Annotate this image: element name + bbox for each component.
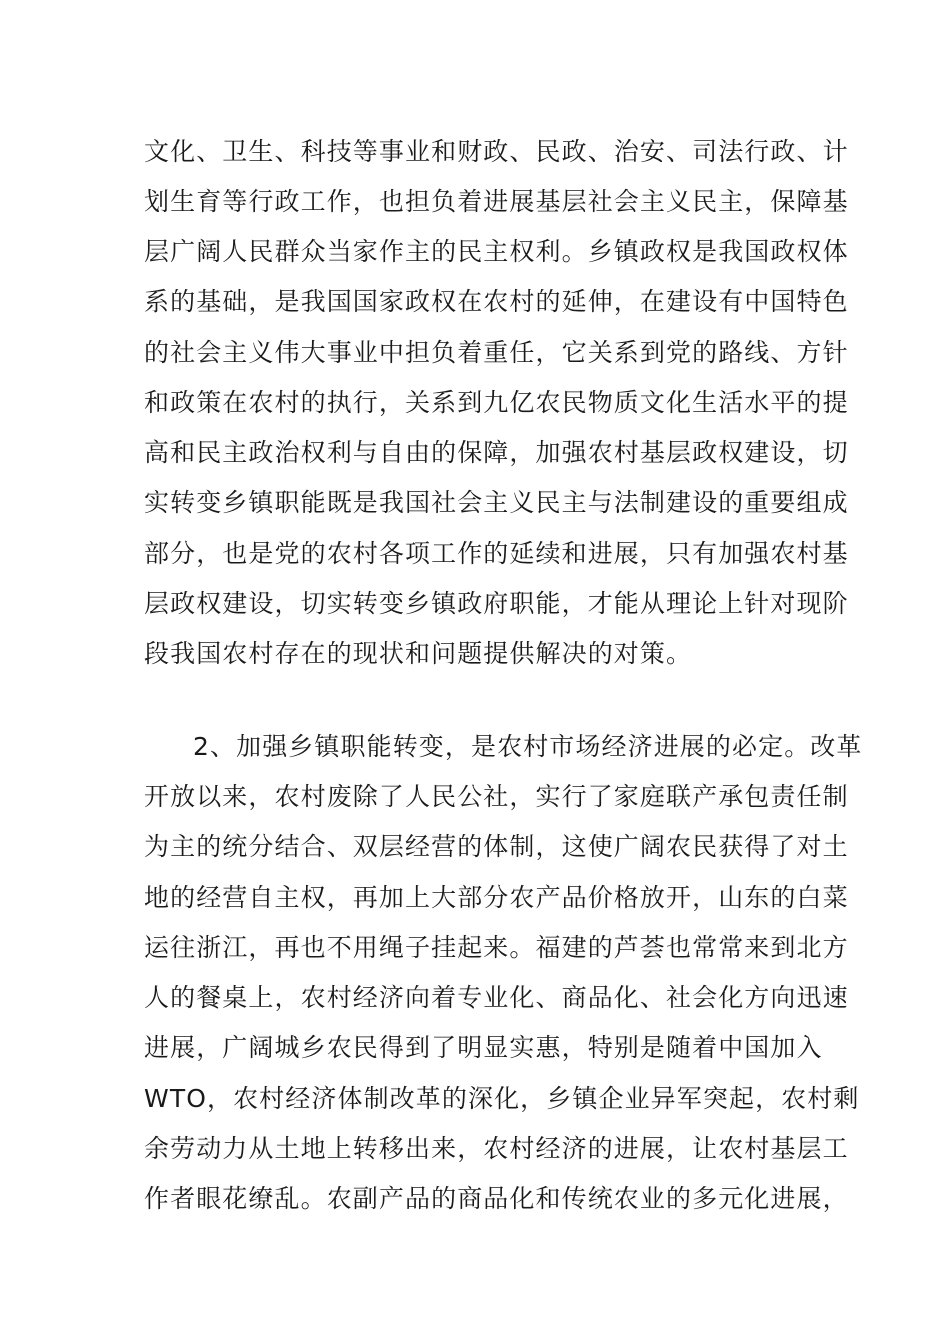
text-line: 文化、卫生、科技等事业和财政、民政、治安、司法行政、计 xyxy=(144,137,849,166)
text-line: 开放以来，农村废除了人民公社，实行了家庭联产承包责任制 xyxy=(144,782,849,811)
text-line: 人的餐桌上，农村经济向着专业化、商品化、社会化方向迅速 xyxy=(144,983,849,1012)
text-line: 划生育等行政工作，也担负着进展基层社会主义民主，保障基 xyxy=(144,187,849,216)
text-line: 余劳动力从土地上转移出来，农村经济的进展，让农村基层工 xyxy=(144,1134,849,1163)
text-line: 为主的统分结合、双层经营的体制，这使广阔农民获得了对土 xyxy=(144,832,849,861)
text-line: 进展，广阔城乡农民得到了明显实惠，特别是随着中国加入 xyxy=(144,1033,823,1062)
text-line: 层政权建设，切实转变乡镇政府职能，才能从理论上针对现阶 xyxy=(144,589,849,618)
text-line: 系的基础，是我国国家政权在农村的延伸，在建设有中国特色 xyxy=(144,287,849,316)
text-line: 2、加强乡镇职能转变，是农村市场经济进展的必定。改革 xyxy=(193,732,863,761)
text-line: 高和民主政治权利与自由的保障，加强农村基层政权建设，切 xyxy=(144,438,849,467)
text-line: 地的经营自主权，再加上大部分农产品价格放开，山东的白菜 xyxy=(144,883,849,912)
text-line: 段我国农村存在的现状和问题提供解决的对策。 xyxy=(144,639,693,668)
text-line: 运往浙江，再也不用绳子挂起来。福建的芦荟也常常来到北方 xyxy=(144,933,849,962)
text-line: 的社会主义伟大事业中担负着重任，它关系到党的路线、方针 xyxy=(144,338,849,367)
text-line: 作者眼花缭乱。农副产品的商品化和传统农业的多元化进展， xyxy=(144,1184,849,1213)
text-line: 和政策在农村的执行，关系到九亿农民物质文化生活水平的提 xyxy=(144,388,849,417)
text-line: 层广阔人民群众当家作主的民主权利。乡镇政权是我国政权体 xyxy=(144,237,849,266)
text-line: 实转变乡镇职能既是我国社会主义民主与法制建设的重要组成 xyxy=(144,488,849,517)
text-line: 部分，也是党的农村各项工作的延续和进展，只有加强农村基 xyxy=(144,539,849,568)
text-line: WTO，农村经济体制改革的深化，乡镇企业异军突起，农村剩 xyxy=(144,1084,860,1113)
